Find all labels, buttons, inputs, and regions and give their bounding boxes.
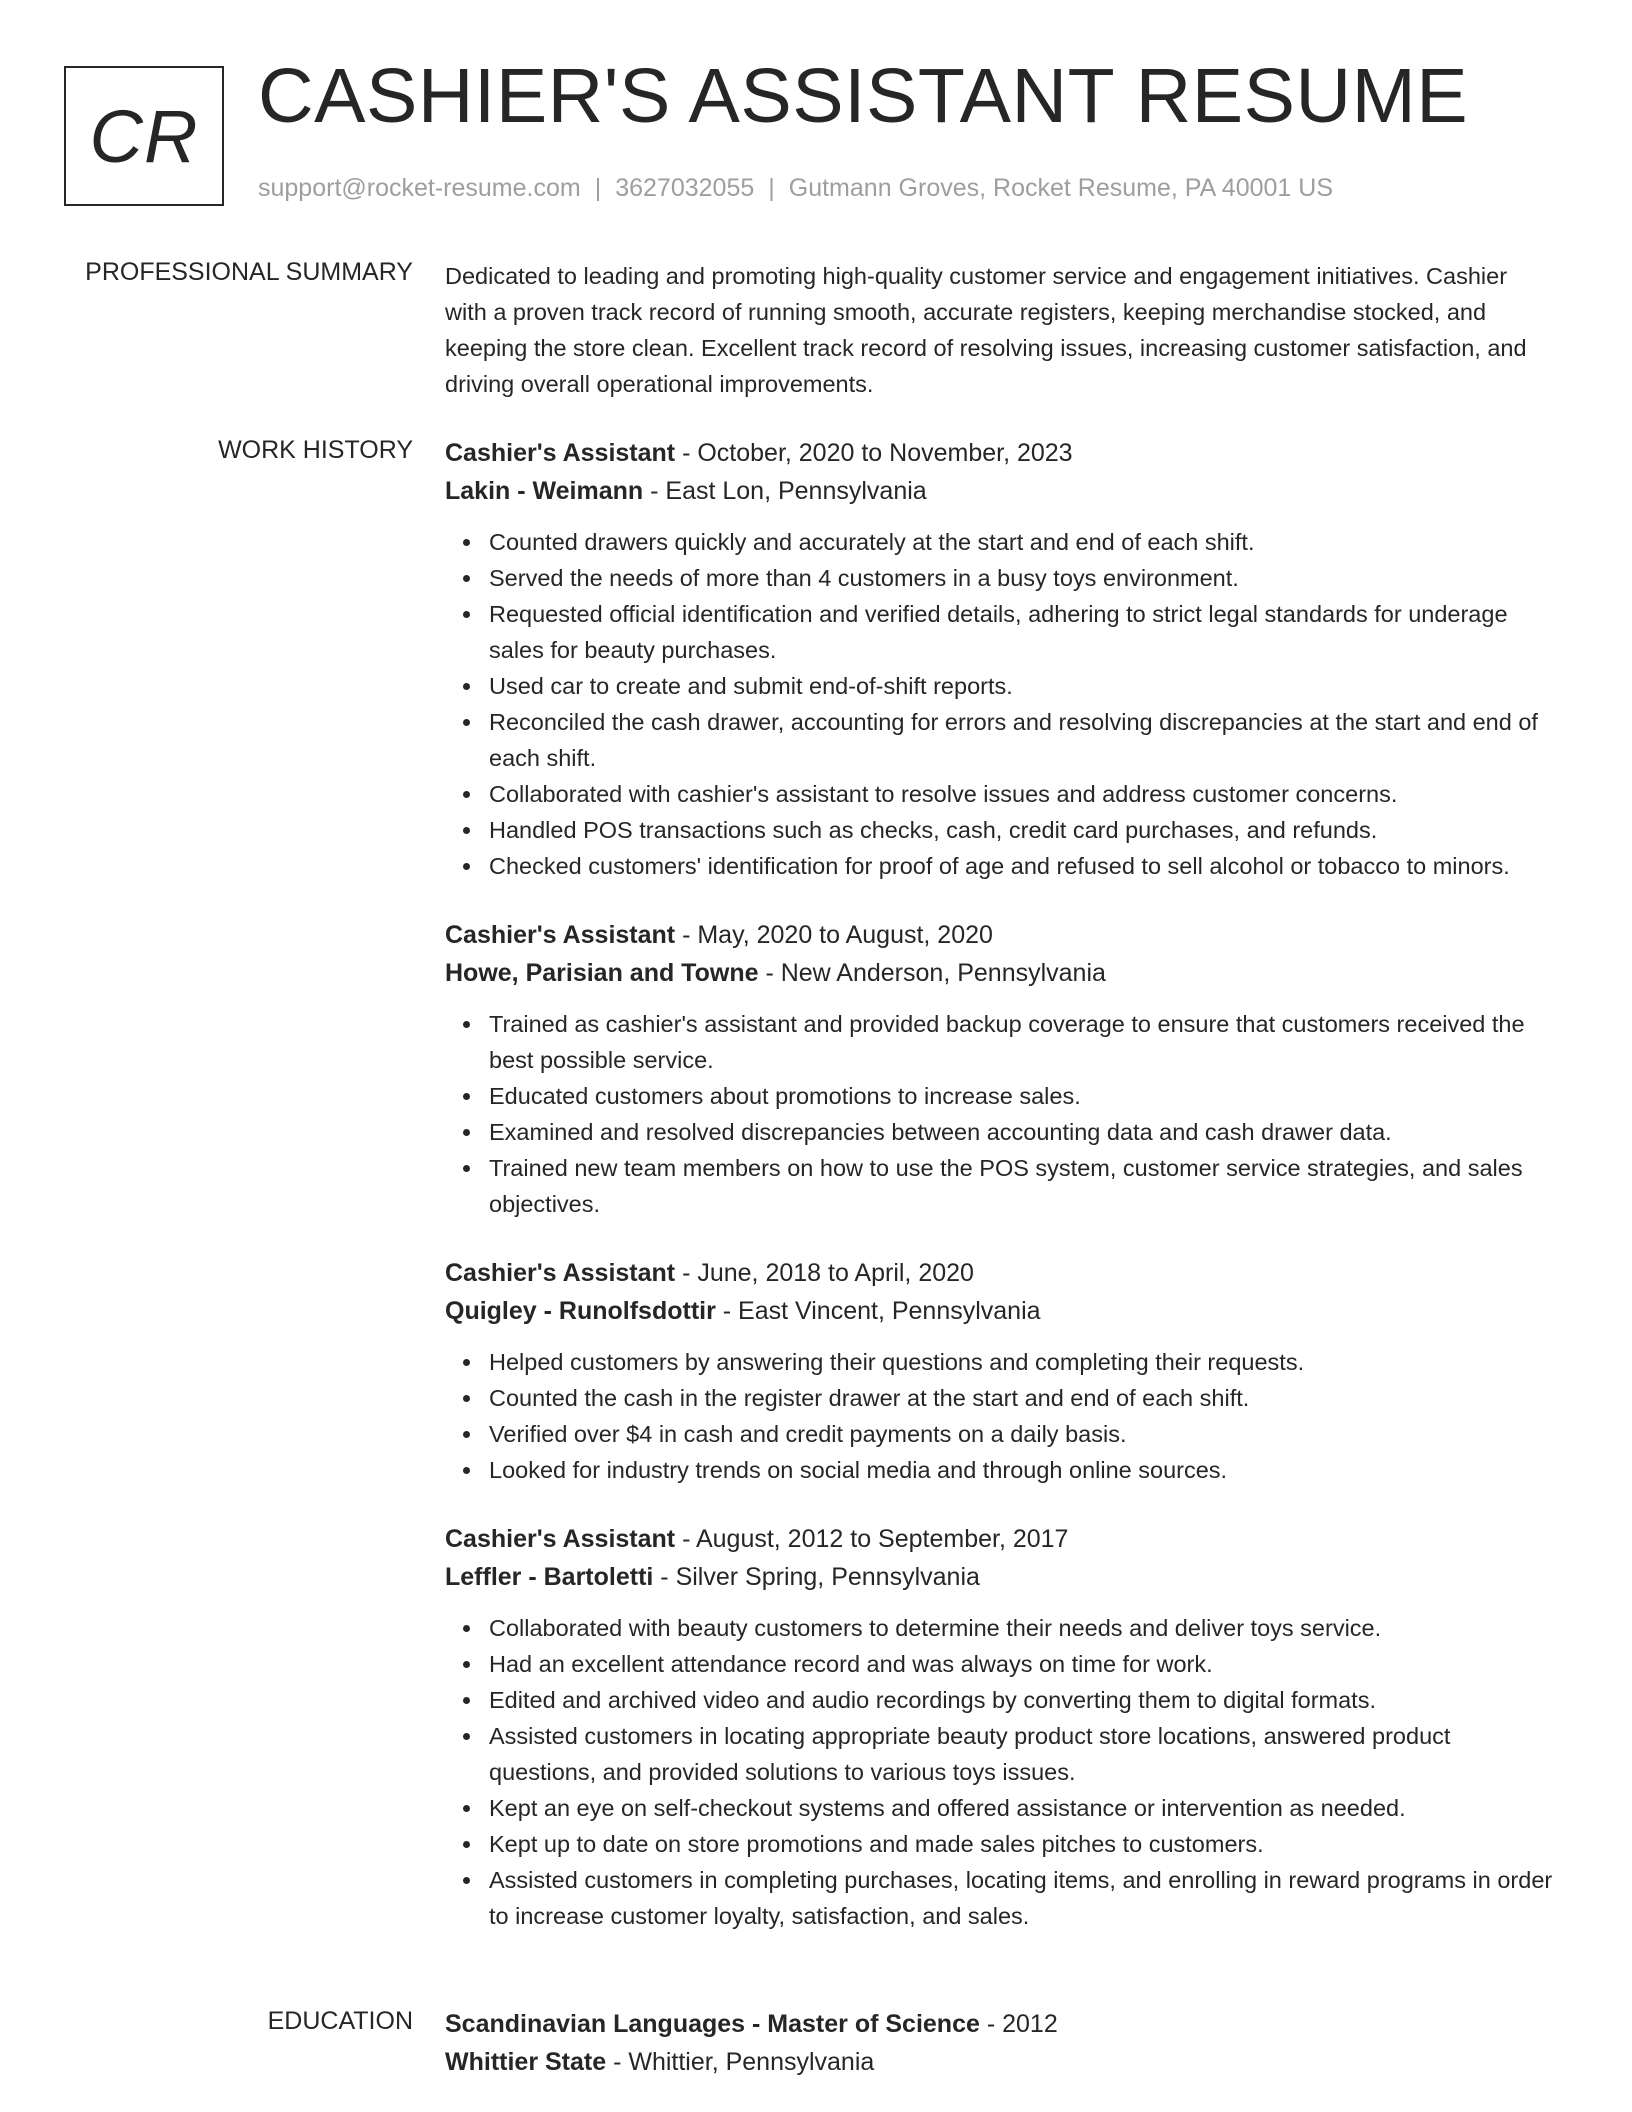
contact-phone: 3627032055	[615, 174, 755, 202]
education-location: - Whittier, Pennsylvania	[606, 2048, 875, 2076]
education-degree-line	[445, 2005, 1555, 2043]
summary-body	[445, 258, 1555, 402]
job-bullet: Used car to create and submit end-of-shift reports.	[489, 668, 1555, 704]
bullet-icon	[463, 1467, 470, 1474]
contact-address: Gutmann Groves, Rocket Resume, PA 40001 US	[788, 174, 1334, 202]
bullet-icon	[463, 827, 470, 834]
job-bullet: Assisted customers in completing purchases, locating items, and enrolling in reward programs in order to increase customer loyalty, satisfaction, and sales.	[489, 1862, 1555, 1934]
job-bullet: Trained as cashier's assistant and provided backup coverage to ensure that customers received the best possible service.	[489, 1006, 1555, 1078]
job-bullet: Served the needs of more than 4 customers in a busy toys environment.	[489, 560, 1555, 596]
job-location: - New Anderson, Pennsylvania	[758, 959, 1106, 987]
job-company: Howe, Parisian and Towne	[445, 959, 759, 987]
job-company-line	[445, 472, 1555, 510]
job-title-line	[445, 1520, 1555, 1558]
job-title-line	[445, 434, 1555, 472]
job-title: Cashier's Assistant	[445, 921, 676, 949]
job-dates: - May, 2020 to August, 2020	[675, 921, 993, 949]
job-bullet: Kept an eye on self-checkout systems and offered assistance or intervention as needed.	[489, 1790, 1555, 1826]
bullet-icon	[463, 1877, 470, 1884]
job-bullet-list	[445, 1006, 1555, 1222]
job-location: - East Lon, Pennsylvania	[643, 477, 927, 505]
job-dates: - August, 2012 to September, 2017	[675, 1525, 1069, 1553]
contact-line	[258, 174, 1333, 203]
bullet-icon	[463, 1733, 470, 1740]
bullet-icon	[463, 1841, 470, 1848]
bullet-icon	[463, 1093, 470, 1100]
work-history-body	[445, 434, 1555, 1966]
job-bullet: Looked for industry trends on social media and through online sources.	[489, 1452, 1555, 1488]
bullet-icon	[463, 1661, 470, 1668]
job-bullet-list	[445, 1610, 1555, 1934]
bullet-icon	[463, 539, 470, 546]
contact-separator: |	[594, 174, 602, 202]
job-bullet: Examined and resolved discrepancies between accounting data and cash drawer data.	[489, 1114, 1555, 1150]
job-company-line	[445, 1292, 1555, 1330]
contact-email: support@rocket-resume.com	[258, 174, 581, 202]
education-school-line	[445, 2043, 1555, 2081]
job-bullet: Helped customers by answering their questions and completing their requests.	[489, 1344, 1555, 1380]
bullet-icon	[463, 1805, 470, 1812]
education-year: - 2012	[979, 2010, 1058, 2038]
education-school: Whittier State	[445, 2048, 607, 2076]
job-bullet: Had an excellent attendance record and was always on time for work.	[489, 1646, 1555, 1682]
contact-separator: |	[768, 174, 775, 202]
job-bullet: Counted the cash in the register drawer at the start and end of each shift.	[489, 1380, 1555, 1416]
bullet-icon	[463, 1625, 470, 1632]
job-bullet: Reconciled the cash drawer, accounting for errors and resolving discrepancies at the start and end of each shift.	[489, 704, 1555, 776]
job-title-line	[445, 916, 1555, 954]
section-label-work-history: WORK HISTORY	[218, 436, 413, 464]
job-bullet: Handled POS transactions such as checks, cash, credit card purchases, and refunds.	[489, 812, 1555, 848]
job-company-line	[445, 954, 1555, 992]
section-label-education: EDUCATION	[267, 2007, 413, 2035]
job-bullet: Counted drawers quickly and accurately at the start and end of each shift.	[489, 524, 1555, 560]
job-entry	[445, 434, 1555, 884]
section-label-summary: PROFESSIONAL SUMMARY	[85, 258, 413, 286]
job-bullet: Requested official identification and verified details, adhering to strict legal standards for underage sales for beauty purchases.	[489, 596, 1555, 668]
job-company: Leffler - Bartoletti	[445, 1563, 654, 1591]
job-bullet: Collaborated with cashier's assistant to resolve issues and address customer concerns.	[489, 776, 1555, 812]
job-title-line	[445, 1254, 1555, 1292]
job-bullet: Assisted customers in locating appropriate beauty product store locations, answered product questions, and provided solutions to various toys issues.	[489, 1718, 1555, 1790]
bullet-icon	[463, 1129, 470, 1136]
monogram-logo: CR	[64, 66, 224, 206]
job-location: - East Vincent, Pennsylvania	[715, 1297, 1041, 1325]
job-bullet: Collaborated with beauty customers to determine their needs and deliver toys service.	[489, 1610, 1555, 1646]
bullet-icon	[463, 791, 470, 798]
summary-text: Dedicated to leading and promoting high-quality customer service and engagement initiatives. Cashier with a proven track record of running smooth, accurate registers, keeping merchandise stocked, and keeping the store clean. Excellent track record of resolving issues, increasing customer satisfaction, and driving overall operational improvements.	[445, 263, 1527, 397]
education-body	[445, 2005, 1555, 2081]
bullet-icon	[463, 683, 470, 690]
job-dates: - June, 2018 to April, 2020	[675, 1259, 974, 1287]
job-company: Lakin - Weimann	[445, 477, 644, 505]
job-title: Cashier's Assistant	[445, 1525, 676, 1553]
bullet-icon	[463, 1359, 470, 1366]
bullet-icon	[463, 863, 470, 870]
job-company: Quigley - Runolfsdottir	[445, 1297, 716, 1325]
resume-title: CASHIER'S ASSISTANT RESUME	[258, 53, 1469, 139]
job-company-line	[445, 1558, 1555, 1596]
job-bullet: Edited and archived video and audio recordings by converting them to digital formats.	[489, 1682, 1555, 1718]
bullet-icon	[463, 719, 470, 726]
job-entry	[445, 1520, 1555, 1934]
bullet-icon	[463, 1697, 470, 1704]
job-dates: - October, 2020 to November, 2023	[675, 439, 1073, 467]
job-entry	[445, 1254, 1555, 1488]
job-title: Cashier's Assistant	[445, 439, 676, 467]
education-degree: Scandinavian Languages - Master of Science	[445, 2010, 980, 2038]
bullet-icon	[463, 1395, 470, 1402]
bullet-icon	[463, 611, 470, 618]
bullet-icon	[463, 575, 470, 582]
job-bullet: Checked customers' identification for proof of age and refused to sell alcohol or tobacco to minors.	[489, 848, 1555, 884]
job-location: - Silver Spring, Pennsylvania	[653, 1563, 980, 1591]
job-bullet: Trained new team members on how to use the POS system, customer service strategies, and sales objectives.	[489, 1150, 1555, 1222]
bullet-icon	[463, 1165, 470, 1172]
job-bullet-list	[445, 524, 1555, 884]
job-title: Cashier's Assistant	[445, 1259, 676, 1287]
job-bullet: Verified over $4 in cash and credit payments on a daily basis.	[489, 1416, 1555, 1452]
job-entry	[445, 916, 1555, 1222]
job-bullet: Kept up to date on store promotions and made sales pitches to customers.	[489, 1826, 1555, 1862]
bullet-icon	[463, 1021, 470, 1028]
job-bullet-list	[445, 1344, 1555, 1488]
job-bullet: Educated customers about promotions to increase sales.	[489, 1078, 1555, 1114]
bullet-icon	[463, 1431, 470, 1438]
